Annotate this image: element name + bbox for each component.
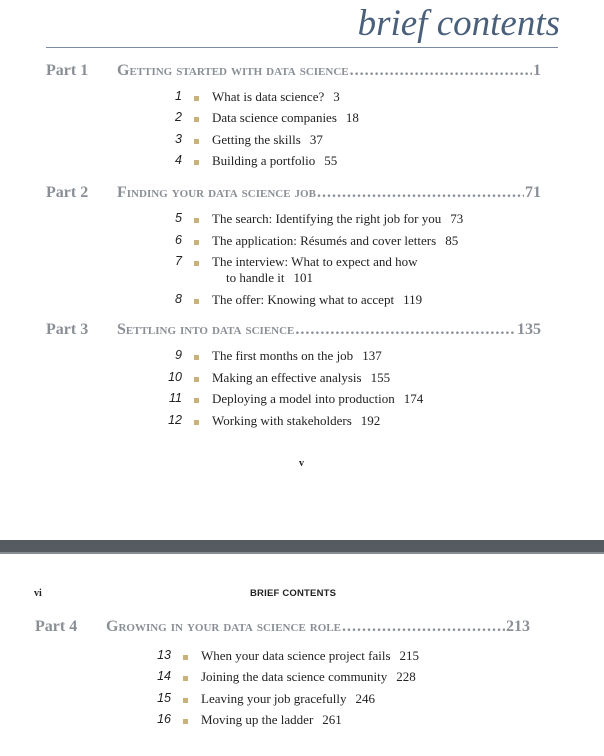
chapter-page: 101 (293, 270, 313, 285)
chapter-title: Getting the skills (212, 132, 301, 147)
chapter-page: 192 (360, 413, 381, 428)
chapter-number: 1 (175, 89, 182, 103)
part-page: 1 (533, 62, 541, 79)
chapter-page: 18 (345, 110, 359, 125)
chapter-page: 73 (450, 211, 464, 226)
chapter-page: 215 (399, 648, 419, 663)
chapter-number: 14 (157, 669, 171, 683)
chapter-number: 15 (157, 691, 171, 705)
title-rule (46, 47, 558, 48)
chapter-number: 2 (175, 110, 182, 124)
part-heading[interactable] (46, 184, 541, 202)
chapter-title: When your data science project fails (201, 648, 391, 663)
toc-page-vi (0, 554, 604, 756)
bullet-icon (194, 420, 199, 425)
chapter-number: 4 (175, 153, 182, 167)
bullet-icon (194, 139, 199, 144)
bullet-icon (194, 160, 199, 165)
bullet-icon (183, 698, 188, 703)
part-page: 135 (517, 321, 541, 338)
leader-dots (295, 321, 516, 339)
chapter-page: 85 (445, 233, 459, 248)
chapter-number: 11 (169, 391, 182, 405)
part-heading[interactable] (46, 321, 541, 339)
chapter-title: Leaving your job gracefully (201, 691, 347, 706)
part-label: Part 4 (35, 618, 78, 635)
part-title: Finding your data science job (117, 184, 316, 201)
chapter-page: 119 (403, 292, 423, 307)
part-page: 71 (525, 184, 541, 201)
part-title: Settling into data science (117, 321, 295, 338)
part-heading[interactable] (46, 62, 541, 80)
page-divider (0, 540, 604, 552)
chapter-number: 13 (157, 648, 171, 662)
chapter-number: 3 (175, 132, 182, 146)
bullet-icon (194, 377, 199, 382)
chapter-title: Making an effective analysis (212, 370, 362, 385)
chapter-page: 174 (403, 391, 424, 406)
page-folio: v (299, 458, 304, 469)
part-title: Getting started with data science (117, 62, 349, 79)
chapter-number: 9 (175, 348, 182, 362)
chapter-number: 6 (175, 233, 182, 247)
chapter-number: 12 (168, 413, 182, 427)
chapter-page: 228 (396, 669, 416, 684)
bullet-icon (194, 218, 199, 223)
chapter-title: The interview: What to expect and how (212, 254, 418, 269)
chapter-page: 261 (322, 712, 342, 727)
leader-dots (342, 618, 505, 636)
chapter-page: 3 (333, 89, 340, 104)
chapter-title: What is data science? (212, 89, 325, 104)
chapter-page: 37 (309, 132, 323, 147)
bullet-icon (194, 96, 199, 101)
chapter-title: The search: Identifying the right job for you (212, 211, 442, 226)
bullet-icon (194, 398, 199, 403)
bullet-icon (194, 261, 199, 266)
bullet-icon (183, 676, 188, 681)
page-title: brief contents (357, 3, 560, 44)
chapter-title: The first months on the job (212, 348, 354, 363)
part-title: Growing in your data science role (106, 618, 341, 635)
part-label: Part 2 (46, 184, 89, 201)
leader-dots (350, 62, 532, 80)
chapter-page: 55 (324, 153, 338, 168)
chapter-number: 8 (175, 292, 182, 306)
chapter-number: 10 (168, 370, 182, 384)
chapter-title: Deploying a model into production (212, 391, 395, 406)
chapter-title: Data science companies (212, 110, 337, 125)
chapter-page: 155 (370, 370, 391, 385)
bullet-icon (194, 299, 199, 304)
page-folio: vi (34, 588, 42, 599)
part-label: Part 1 (46, 62, 89, 79)
bullet-icon (194, 355, 199, 360)
chapter-title: Joining the data science community (201, 669, 388, 684)
running-head: BRIEF CONTENTS (250, 588, 337, 599)
chapter-number: 16 (157, 712, 171, 726)
part-label: Part 3 (46, 321, 89, 338)
chapter-title: Working with stakeholders (212, 413, 352, 428)
bullet-icon (194, 117, 199, 122)
part-heading[interactable] (35, 618, 530, 636)
chapter-title: The application: Résumés and cover letters (212, 233, 437, 248)
chapter-number: 7 (175, 254, 182, 268)
bullet-icon (183, 655, 188, 660)
chapter-title: The offer: Knowing what to accept (212, 292, 395, 307)
chapter-title: Moving up the ladder (201, 712, 314, 727)
bullet-icon (183, 719, 188, 724)
bullet-icon (194, 240, 199, 245)
leader-dots (317, 184, 524, 202)
chapter-page: 137 (362, 348, 382, 363)
part-page: 213 (506, 618, 530, 635)
chapter-number: 5 (175, 211, 182, 225)
chapter-page: 246 (355, 691, 375, 706)
chapter-title: Building a portfolio (212, 153, 316, 168)
chapter-title-continued: to handle it (226, 270, 285, 285)
